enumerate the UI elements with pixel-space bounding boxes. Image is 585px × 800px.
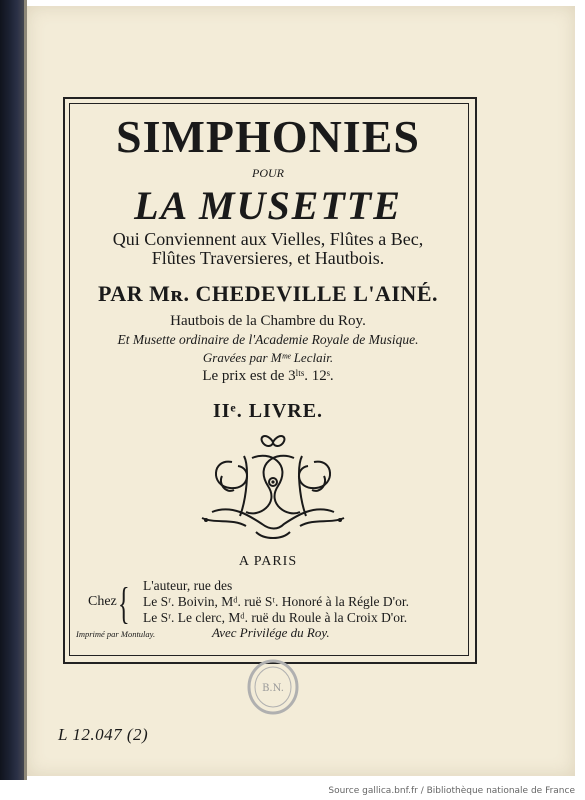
position-line-1: Hautbois de la Chambre du Roy.	[170, 313, 366, 329]
shelfmark: L 12.047 (2)	[58, 725, 149, 744]
source-credit: Source gallica.bnf.fr / Bibliothèque nationale de France	[328, 786, 575, 796]
work-title: SIMPHONIES	[116, 111, 420, 162]
price-line: Le prix est de 3ˡᵗˢ. 12ˢ.	[202, 368, 334, 384]
subtitle-line-1: Qui Conviennent aux Vielles, Flûtes a Bec,	[112, 229, 424, 249]
stamp-text: B.N.	[262, 683, 284, 694]
volume-line: IIᵉ. LIVRE.	[212, 400, 324, 422]
author-line: PAR Mʀ. CHEDEVILLE L'AINÉ.	[98, 281, 438, 306]
privilege-line: Avec Privilége du Roy.	[212, 625, 330, 640]
seller-line-1: L'auteur, rue des	[143, 578, 233, 593]
subject-title: LA MUSETTE	[134, 183, 402, 228]
brace-glyph: {	[118, 579, 130, 628]
seller-line-2: Le Sʳ. Boivin, Mᵈ. ruë Sᵗ. Honoré à la Régle D'or.	[143, 594, 409, 609]
printer-line: Imprimé par Montulay.	[76, 629, 156, 639]
city-line: A PARIS	[238, 554, 298, 569]
subtitle-line-2: Flûtes Traversieres, et Hautbois.	[151, 248, 385, 268]
title-pour: POUR	[252, 166, 284, 180]
book-spine	[0, 0, 24, 780]
seller-line-3: Le Sʳ. Le clerc, Mᵈ. ruë du Roule à la Croix D'or.	[143, 610, 408, 625]
chez-label: Chez	[88, 594, 117, 609]
position-line-2: Et Musette ordinaire de l'Academie Royale de Musique.	[117, 332, 419, 347]
engraver-line: Gravées par Mᵐᵉ Leclair.	[202, 350, 334, 365]
library-stamp	[246, 658, 300, 716]
monogram-ornament	[192, 428, 354, 548]
